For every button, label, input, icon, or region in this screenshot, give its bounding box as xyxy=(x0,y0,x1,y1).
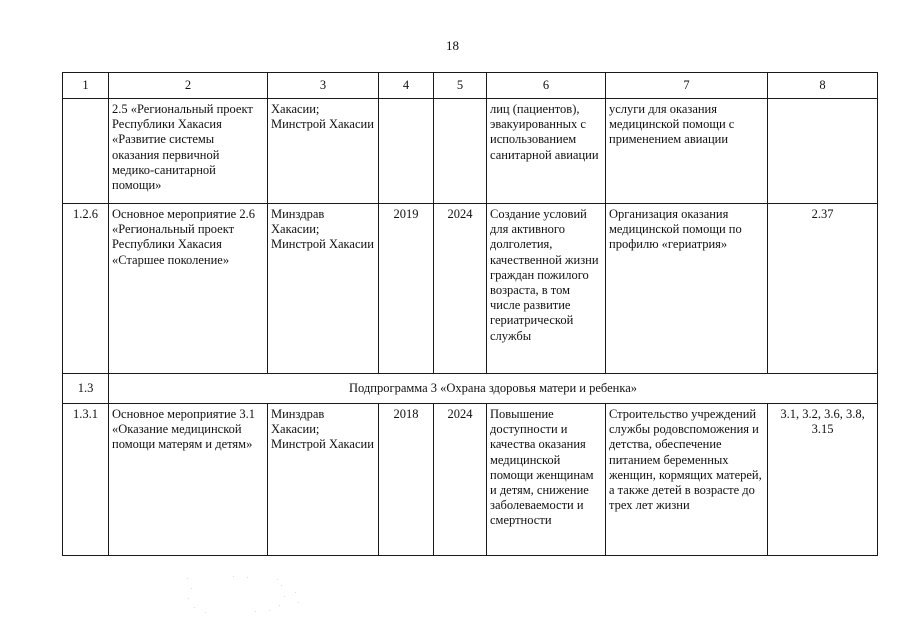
end-year xyxy=(434,99,487,204)
column-header: 8 xyxy=(768,73,878,99)
column-header: 6 xyxy=(487,73,606,99)
column-header: 2 xyxy=(109,73,268,99)
executor: Минздрав Хакасии; Минстрой Хакасии xyxy=(268,404,379,556)
expected-result: лиц (пациентов), эвакуированных с использованием санитарной авиации xyxy=(487,99,606,204)
start-year xyxy=(379,99,434,204)
program-table xyxy=(62,72,878,556)
subprogram-title: Подпрограмма 3 «Охрана здоровья матери и ребенка» xyxy=(109,374,878,404)
main-directions: Организация оказания медицинской помощи по профилю «гериатрия» xyxy=(606,204,768,374)
column-header: 3 xyxy=(268,73,379,99)
end-year: 2024 xyxy=(434,404,487,556)
row-number: 1.3.1 xyxy=(63,404,109,556)
table-row xyxy=(63,404,878,556)
main-directions: Строительство учреждений службы родовспоможения и детства, обеспечение питанием беременных женщин, кормящих матерей, а также детей в возрасте до трех лет жизни xyxy=(606,404,768,556)
indicators: 2.37 xyxy=(768,204,878,374)
main-directions: услуги для оказания медицинской помощи с применением авиации xyxy=(606,99,768,204)
activity-name: 2.5 «Региональный проект Республики Хакасия «Развитие системы оказания первичной медико-санитарной помощи» xyxy=(109,99,268,204)
column-header: 1 xyxy=(63,73,109,99)
indicators xyxy=(768,99,878,204)
activity-name: Основное мероприятие 3.1 «Оказание медицинской помощи матерям и детям» xyxy=(109,404,268,556)
column-header: 5 xyxy=(434,73,487,99)
subprogram-number: 1.3 xyxy=(63,374,109,404)
table-row xyxy=(63,99,878,204)
table-row xyxy=(63,204,878,374)
row-number: 1.2.6 xyxy=(63,204,109,374)
activity-name: Основное мероприятие 2.6 «Региональный проект Республики Хакасия «Старшее поколение» xyxy=(109,204,268,374)
expected-result: Создание условий для активного долголетия, качественной жизни граждан пожилого возраста, в том числе развитие гериатрической службы xyxy=(487,204,606,374)
subprogram-row xyxy=(63,374,878,404)
table-header-row xyxy=(63,73,878,99)
indicators: 3.1, 3.2, 3.6, 3.8, 3.15 xyxy=(768,404,878,556)
page-number: 18 xyxy=(446,38,459,53)
executor: Минздрав Хакасии; Минстрой Хакасии xyxy=(268,204,379,374)
expected-result: Повышение доступности и качества оказания медицинской помощи женщинам и детям, снижение заболеваемости и смертности xyxy=(487,404,606,556)
end-year: 2024 xyxy=(434,204,487,374)
column-header: 4 xyxy=(379,73,434,99)
start-year: 2018 xyxy=(379,404,434,556)
start-year: 2019 xyxy=(379,204,434,374)
faint-stamp-mark xyxy=(185,574,303,614)
column-header: 7 xyxy=(606,73,768,99)
executor: Хакасии; Минстрой Хакасии xyxy=(268,99,379,204)
row-number xyxy=(63,99,109,204)
